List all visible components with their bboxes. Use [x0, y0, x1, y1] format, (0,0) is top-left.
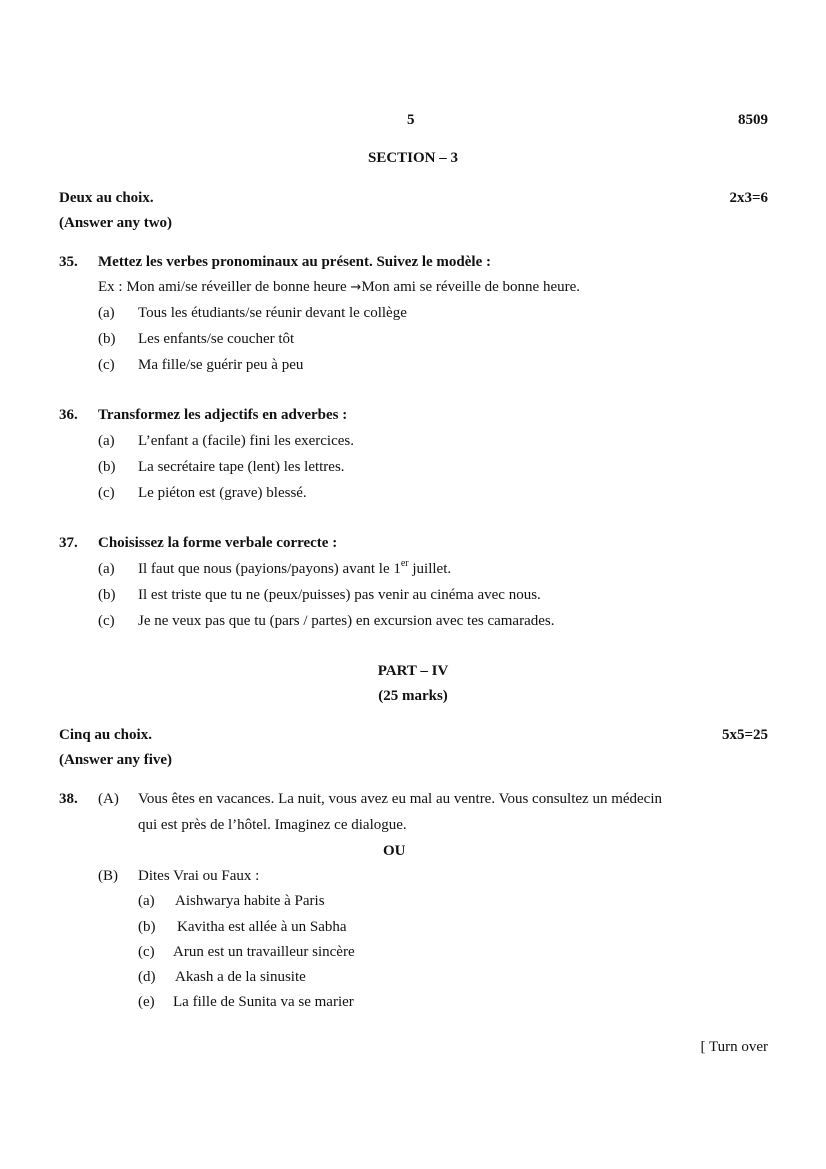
- item-label: (a): [98, 305, 115, 321]
- question-number: 35.: [59, 254, 78, 270]
- item-label: (c): [138, 944, 155, 960]
- option-text-line1: Vous êtes en vacances. La nuit, vous avez eu mal au ventre. Vous consultez un médecin: [138, 791, 663, 807]
- item-label: (a): [98, 561, 115, 577]
- question-number: 37.: [59, 535, 78, 551]
- item-label: (c): [98, 613, 115, 629]
- item-label: (b): [98, 331, 116, 347]
- item-text: Arun est un travailleur sincère: [173, 944, 355, 960]
- item-text: Tous les étudiants/se réunir devant le collège: [138, 305, 407, 321]
- item-text: Ma fille/se guérir peu à peu: [138, 357, 304, 373]
- part-subtitle: (25 marks): [378, 688, 448, 704]
- arrow-icon: →: [350, 280, 362, 295]
- section-instruction-fr: Deux au choix.: [59, 190, 154, 206]
- item-text: L’enfant a (facile) fini les exercices.: [138, 433, 354, 449]
- item-label: (b): [138, 919, 156, 935]
- item-text: [138, 560, 451, 578]
- turn-over: [ Turn over: [700, 1039, 768, 1055]
- item-label: (b): [98, 459, 116, 475]
- item-text: Il est triste que tu ne (peux/puisses) pas venir au cinéma avec nous.: [138, 587, 541, 603]
- option-text-line2: qui est près de l’hôtel. Imaginez ce dialogue.: [138, 817, 407, 833]
- part-marks: 5x5=25: [721, 727, 768, 743]
- example-after: Mon ami se réveille de bonne heure.: [361, 279, 580, 295]
- item-text: La secrétaire tape (lent) les lettres.: [138, 459, 345, 475]
- item-label: (b): [98, 587, 116, 603]
- item-label: (c): [98, 485, 115, 501]
- section-instruction-en: (Answer any two): [59, 215, 173, 231]
- question-prompt: Transformez les adjectifs en adverbes :: [98, 407, 348, 423]
- item-label: (e): [138, 994, 155, 1010]
- item-label: (d): [138, 969, 156, 985]
- section-marks: 2x3=6: [729, 190, 768, 206]
- or-separator: OU: [383, 843, 406, 859]
- part-title: PART – IV: [377, 663, 449, 679]
- example-line: [98, 278, 580, 297]
- item-text-after: juillet.: [408, 561, 452, 577]
- example-before: Ex : Mon ami/se réveiller de bonne heure: [98, 279, 347, 295]
- item-text: Les enfants/se coucher tôt: [138, 331, 295, 347]
- item-text: Akash a de la sinusite: [175, 969, 306, 985]
- item-label: (c): [98, 357, 115, 373]
- part-instruction-fr: Cinq au choix.: [59, 727, 152, 743]
- item-text-before: Il faut que nous (payions/payons) avant le 1: [138, 561, 401, 577]
- option-prompt: Dites Vrai ou Faux :: [138, 868, 260, 884]
- question-prompt: Mettez les verbes pronominaux au présent. Suivez le modèle :: [98, 254, 491, 270]
- item-text: Je ne veux pas que tu (pars / partes) en excursion avec tes camarades.: [138, 613, 555, 629]
- item-label: (a): [138, 893, 155, 909]
- item-text: Le piéton est (grave) blessé.: [138, 485, 307, 501]
- item-text: La fille de Sunita va se marier: [173, 994, 354, 1010]
- section-title: SECTION – 3: [367, 150, 459, 166]
- question-prompt: Choisissez la forme verbale correcte :: [98, 535, 338, 551]
- part-instruction-en: (Answer any five): [59, 752, 173, 768]
- option-label: (A): [98, 791, 119, 807]
- item-label: (a): [98, 433, 115, 449]
- option-label: (B): [98, 868, 118, 884]
- question-number: 36.: [59, 407, 78, 423]
- item-text: Kavitha est allée à un Sabha: [177, 919, 347, 935]
- superscript: er: [400, 558, 409, 569]
- item-text: Aishwarya habite à Paris: [175, 893, 325, 909]
- question-number: 38.: [59, 791, 78, 807]
- paper-code: 8509: [738, 112, 768, 128]
- page-number: 5: [407, 112, 415, 128]
